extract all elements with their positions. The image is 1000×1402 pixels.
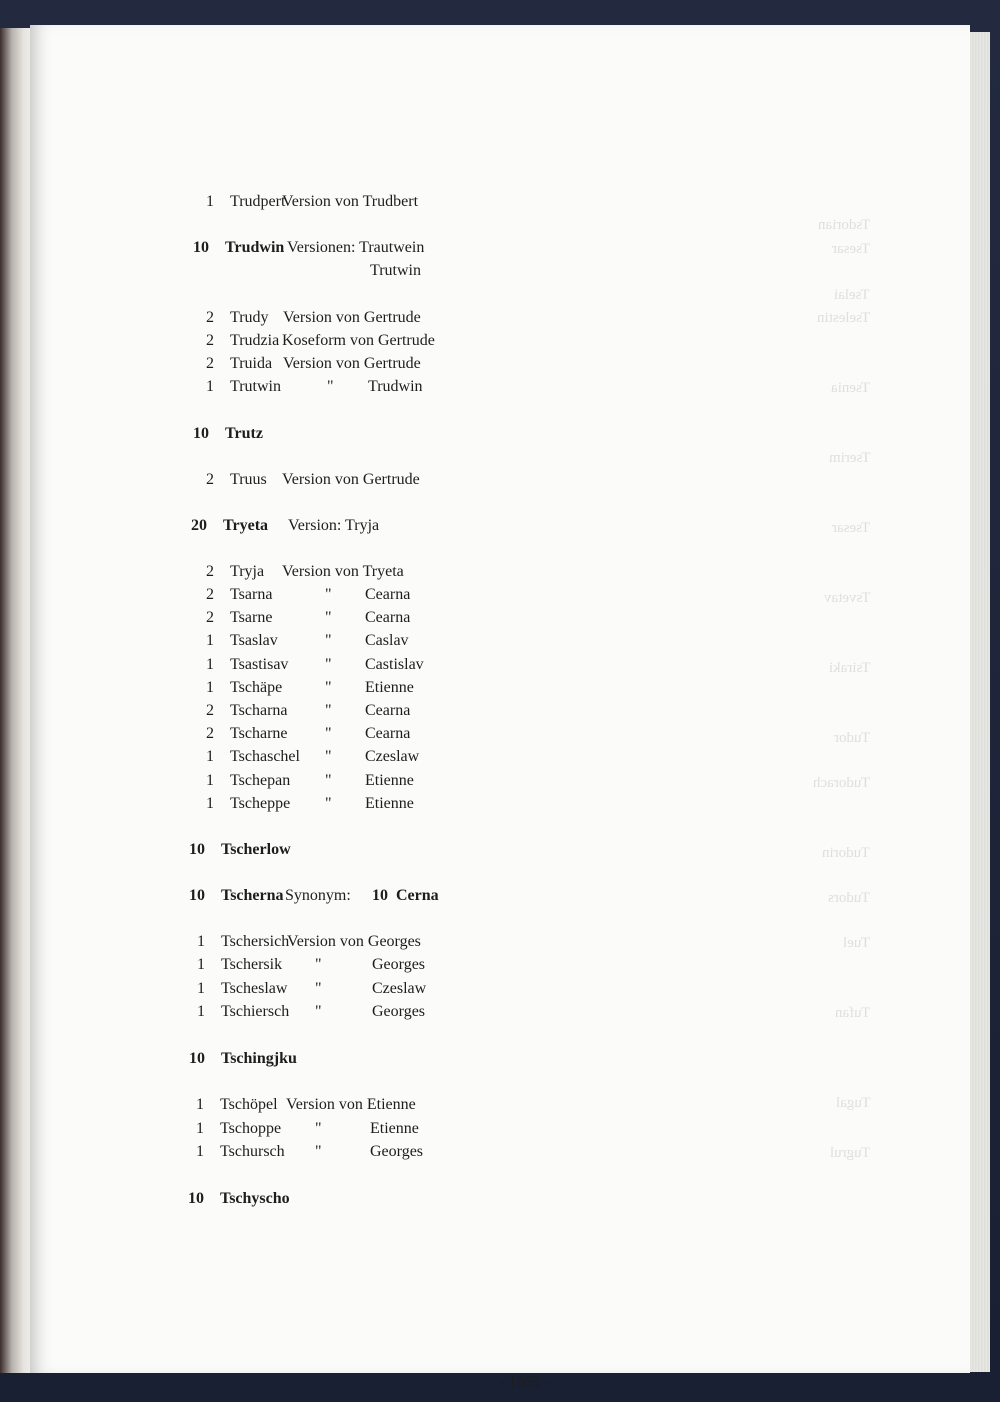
entry-reference: Czeslaw	[365, 748, 420, 765]
entry-count: 1	[196, 1143, 204, 1160]
entry-name: Tschersik	[221, 956, 283, 973]
list-item	[192, 309, 712, 331]
list-item	[192, 748, 712, 770]
entry-count: 2	[206, 332, 214, 349]
synonym-value: 10 Cerna	[372, 887, 439, 904]
entry-name: Tsaslav	[230, 632, 278, 649]
entry-reference: Cearna	[365, 702, 411, 719]
list-item	[183, 956, 703, 978]
entry-name: Tscheppe	[230, 795, 291, 812]
entry-reference: Etienne	[370, 1120, 419, 1137]
entry-name: Tschaschel	[230, 748, 300, 765]
entry-count: 1	[197, 1003, 205, 1020]
list-item	[183, 1050, 703, 1072]
entry-count: 10	[189, 1050, 205, 1067]
list-item	[185, 517, 705, 539]
entry-description: Version von Gertrude	[282, 471, 420, 488]
entry-name: Tscharna	[230, 702, 288, 719]
ditto-mark: "	[315, 980, 322, 997]
entry-description: Version von Gertrude	[283, 355, 421, 372]
entry-name: Tschöpel	[220, 1096, 278, 1113]
entry-reference: Etienne	[365, 795, 414, 812]
list-item	[192, 725, 712, 747]
entry-name: Tsarne	[230, 609, 273, 626]
list-item	[183, 841, 703, 863]
entry-description: Version von Tryeta	[282, 563, 404, 580]
entry-reference: Cearna	[365, 609, 411, 626]
entry-count: 1	[197, 956, 205, 973]
entry-name: Tsarna	[230, 586, 273, 603]
entry-reference: Czeslaw	[372, 980, 427, 997]
entry-reference: Georges	[372, 1003, 426, 1020]
entry-description-continued: Trutwin	[370, 262, 421, 279]
entry-count: 2	[206, 586, 214, 603]
entry-count: 10	[189, 841, 205, 858]
ditto-mark: "	[327, 378, 334, 395]
book-page	[30, 25, 970, 1391]
entry-reference: Caslav	[365, 632, 409, 649]
entry-name: Trudy	[230, 309, 269, 326]
ditto-mark: "	[325, 795, 332, 812]
entry-count: 1	[206, 679, 214, 696]
list-item	[192, 193, 712, 215]
entry-name: Tryeta	[223, 517, 269, 534]
list-item	[192, 471, 712, 493]
ditto-mark: "	[325, 748, 332, 765]
spine-edge	[0, 28, 34, 1373]
entry-reference: Etienne	[365, 772, 414, 789]
list-item	[182, 1120, 702, 1142]
ditto-mark: "	[325, 772, 332, 789]
entry-name: Tscherna	[221, 887, 284, 904]
ditto-mark: "	[315, 1120, 322, 1137]
entry-count: 1	[206, 748, 214, 765]
entry-name: Tschingjku	[221, 1050, 297, 1067]
entry-description: Koseform von Gertrude	[282, 332, 435, 349]
entry-count: 2	[206, 725, 214, 742]
ditto-mark: "	[325, 609, 332, 626]
ditto-mark: "	[315, 956, 322, 973]
list-item	[192, 609, 712, 631]
ditto-mark: "	[315, 1003, 322, 1020]
bleed-through-text: Tsdorian Tsesar Tselai Tselestin Tsenia Tserim Tsesar Tsvetav Tsiraki Tudor Tudorach Tudorin Tudors Tuel Tufan Tugal Tugrul	[813, 217, 870, 1161]
entry-name: Trudpert	[230, 193, 286, 210]
list-item	[182, 1096, 702, 1118]
entry-name: Truida	[230, 355, 273, 372]
entry-count: 10	[193, 425, 209, 442]
entry-name: Tschepan	[230, 772, 291, 789]
list-item	[192, 795, 712, 817]
list-item	[183, 1003, 703, 1025]
list-item	[187, 239, 707, 279]
entry-count: 1	[206, 656, 214, 673]
entry-count: 10	[189, 887, 205, 904]
entry-name: Tschyscho	[220, 1190, 290, 1207]
entry-count: 1	[196, 1120, 204, 1137]
entry-name: Truus	[230, 471, 267, 488]
entry-count: 2	[206, 309, 214, 326]
entry-count: 1	[197, 933, 205, 950]
entry-count: 1	[197, 980, 205, 997]
entry-count: 1	[206, 193, 214, 210]
entry-reference: Georges	[370, 1143, 424, 1160]
entry-name: Tschoppe	[220, 1120, 282, 1137]
ditto-mark: "	[325, 679, 332, 696]
entry-count: 1	[196, 1096, 204, 1113]
entry-count: 1	[206, 632, 214, 649]
entry-reference: Etienne	[365, 679, 414, 696]
page-number: - 1065 -	[499, 1374, 550, 1391]
entry-name: Tryja	[230, 563, 265, 580]
entry-count: 2	[206, 702, 214, 719]
entry-name: Trutz	[225, 425, 263, 442]
list-item	[192, 679, 712, 701]
entry-reference: Cearna	[365, 586, 411, 603]
list-item	[192, 563, 712, 585]
entry-name: Trudzia	[230, 332, 280, 349]
entry-name: Tschersich	[221, 933, 290, 950]
entry-description: Version von Etienne	[286, 1096, 416, 1113]
entry-count: 10	[193, 239, 209, 256]
ditto-mark: "	[325, 632, 332, 649]
entry-reference: Castislav	[365, 656, 424, 673]
ditto-mark: "	[325, 702, 332, 719]
list-item	[192, 632, 712, 654]
entry-description: Versionen: Trautwein	[287, 239, 425, 256]
entry-name: Trutwin	[230, 378, 281, 395]
list-item	[192, 332, 712, 354]
entry-count: 20	[191, 517, 207, 534]
list-item	[183, 887, 703, 909]
entry-description: Version von Georges	[287, 933, 421, 950]
entry-reference: Cearna	[365, 725, 411, 742]
entry-name: Tschursch	[220, 1143, 285, 1160]
entry-description: Version: Tryja	[288, 517, 380, 534]
entry-reference: Trudwin	[368, 378, 423, 395]
list-item	[182, 1143, 702, 1165]
entry-name: Tschäpe	[230, 679, 283, 696]
entry-count: 1	[206, 378, 214, 395]
list-item	[192, 772, 712, 794]
entry-name: Tsastisav	[230, 656, 289, 673]
entry-description: Version von Gertrude	[283, 309, 421, 326]
entry-reference: Georges	[372, 956, 426, 973]
ditto-mark: "	[325, 656, 332, 673]
list-item	[192, 355, 712, 377]
entry-name: Tscheslaw	[221, 980, 288, 997]
ditto-mark: "	[325, 586, 332, 603]
entry-count: 1	[206, 795, 214, 812]
entry-name: Trudwin	[225, 239, 285, 256]
list-item	[192, 702, 712, 724]
list-item	[182, 1190, 702, 1212]
list-item	[183, 933, 703, 955]
ditto-mark: "	[325, 725, 332, 742]
entry-description: Version von Trudbert	[282, 193, 419, 210]
list-item	[192, 378, 712, 400]
entry-name: Tscharne	[230, 725, 288, 742]
list-item	[183, 980, 703, 1002]
entry-count: 2	[206, 563, 214, 580]
entry-count: 2	[206, 471, 214, 488]
list-item	[192, 586, 712, 608]
entry-count: 2	[206, 355, 214, 372]
entry-description: Synonym:	[285, 887, 351, 904]
list-item	[192, 656, 712, 678]
entry-count: 10	[188, 1190, 204, 1207]
list-item	[187, 425, 707, 447]
ditto-mark: "	[315, 1143, 322, 1160]
entry-name: Tscherlow	[221, 841, 291, 858]
entry-count: 2	[206, 609, 214, 626]
entry-name: Tschiersch	[221, 1003, 290, 1020]
entry-count: 1	[206, 772, 214, 789]
